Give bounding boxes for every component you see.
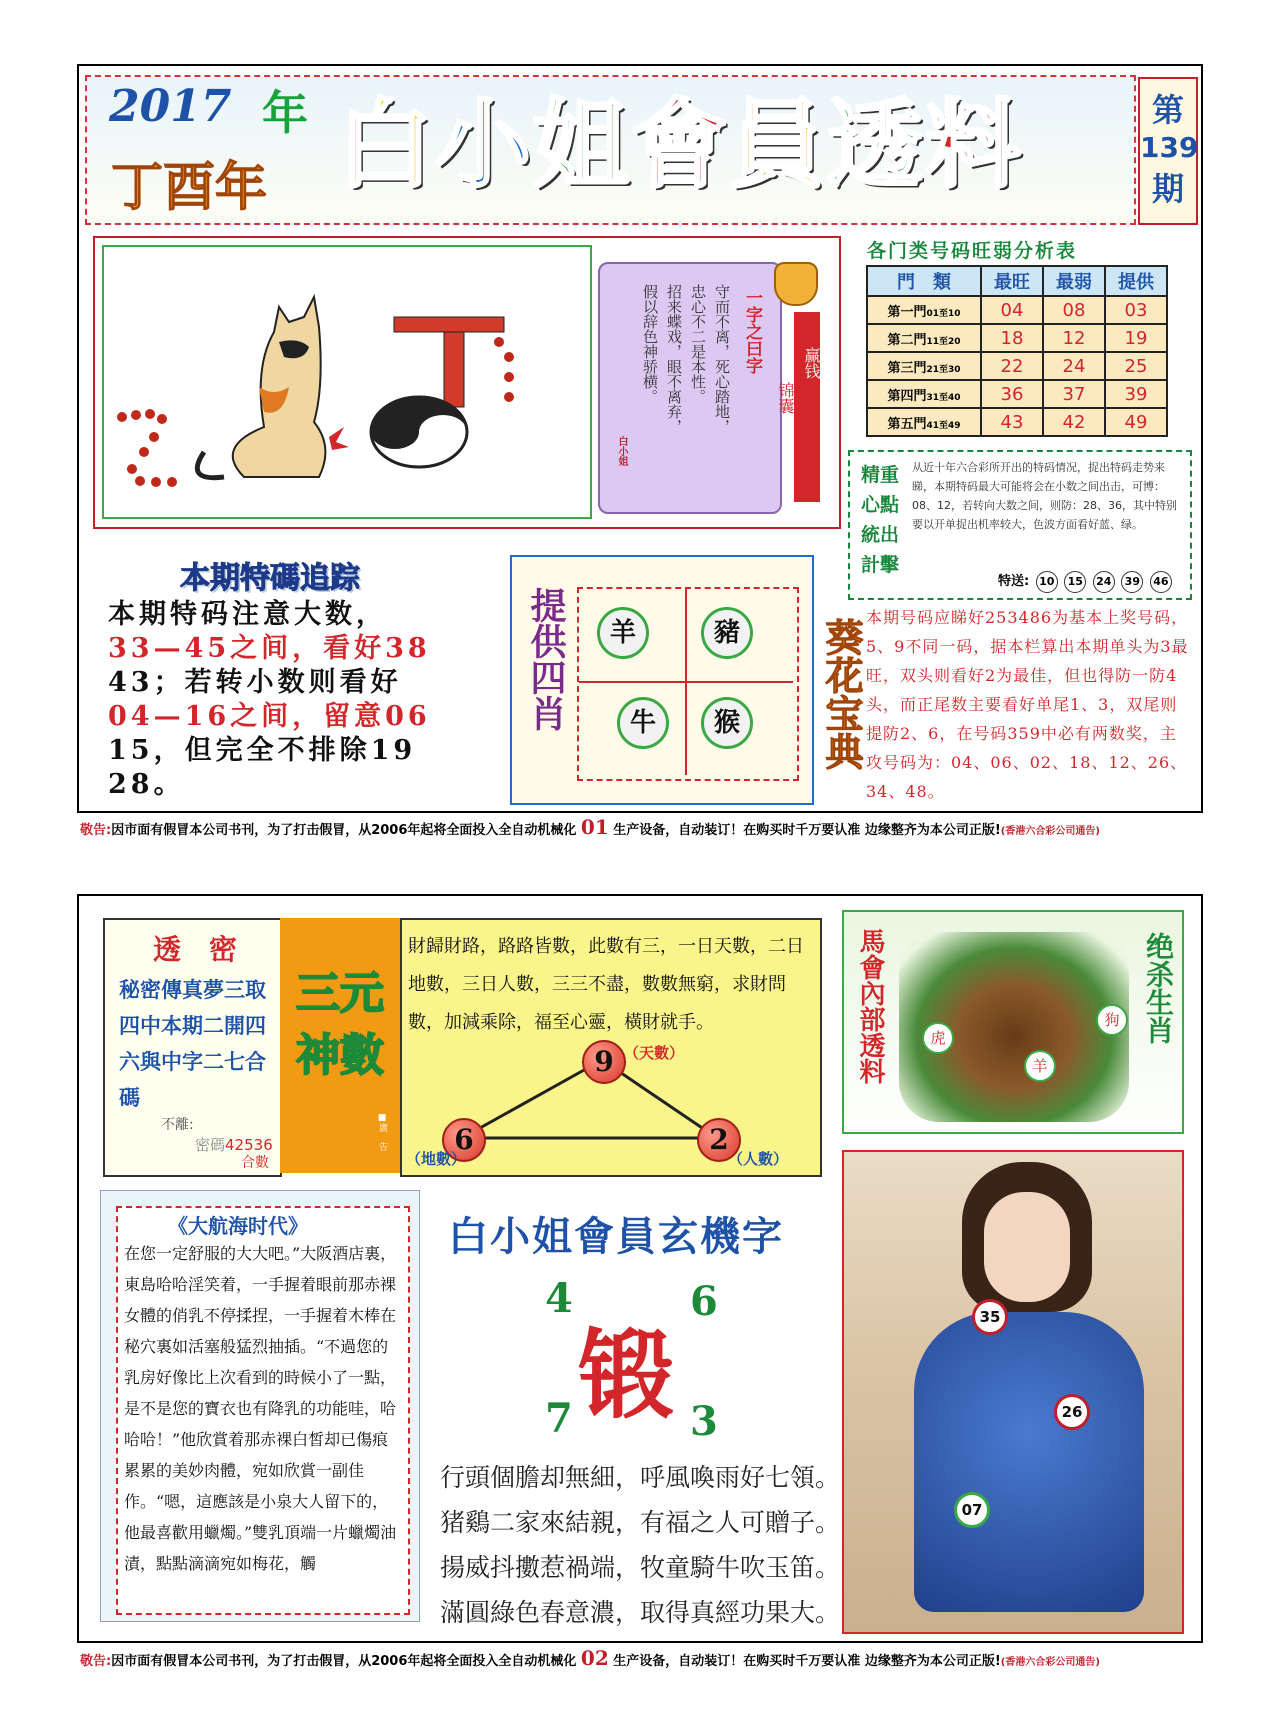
bag-label-1: 赢钱 — [802, 347, 821, 379]
animal-ox-icon: 牛 — [617, 697, 669, 749]
title-char-5: 員 — [729, 89, 825, 201]
di-number: 6 — [442, 1118, 486, 1162]
di-label: （地數） — [406, 1150, 467, 1168]
story-box — [100, 1190, 420, 1622]
cat-drawing-icon — [104, 247, 590, 517]
ganzhi: 丁酉年 — [111, 158, 268, 218]
title-char-4: 會 — [631, 89, 727, 201]
sanyuan-content — [400, 918, 822, 1177]
footer-notice-2: 敬告:因市面有假冒本公司书刊，为了打击假冒，从2006年起将全面投入全自动机械化 02 生产设备，自动装订！在购买时千万要认准 边缘整齐为本公司正版!(香港六合彩公司通告) — [80, 1646, 1100, 1670]
girl-photo — [842, 1150, 1184, 1634]
mystery-poem: 行頭個膽却無細，呼風喚雨好七領。 猪鷄二家來結親，有福之人可贈子。 揚威抖擻惹禍端，牧童騎牛吹玉笛。 滿圓綠色春意濃，取得真經功果大。 — [440, 1463, 841, 1627]
ren-label: （人數） — [728, 1150, 789, 1168]
analysis-table-title: 各门类号码旺弱分析表 — [867, 240, 1078, 262]
title-char-2: 小 — [435, 89, 531, 201]
header-banner — [85, 75, 1136, 225]
scroll-line-3: 招来蝶戏，眼不离弃， — [665, 284, 683, 434]
focus-box — [848, 450, 1192, 600]
scroll-line-1: 守而不离，死心踏地， — [713, 284, 731, 434]
mystery-num-br: 3 — [690, 1398, 718, 1445]
col-category: 門 類 — [867, 266, 981, 296]
horse-right-label: 绝杀生肖 — [1142, 932, 1175, 1044]
scroll-line-4: 假以辞色神骄横。 — [641, 284, 659, 404]
title-char-7: 料 — [925, 89, 1021, 201]
issue-box — [1138, 77, 1198, 225]
girl-ball-3: 07 — [954, 1492, 990, 1528]
bag-icon — [774, 262, 818, 306]
issue-suffix: 期 — [1151, 170, 1184, 208]
col-max: 最旺 — [981, 266, 1043, 296]
girl-dress — [914, 1312, 1144, 1612]
ren-number: 2 — [697, 1118, 741, 1162]
table-row: 第四門31至40 36 37 39 — [867, 380, 1167, 408]
sanyuan-panel — [280, 918, 400, 1173]
not-apart-label: 不離: — [161, 1117, 194, 1133]
secret-text: 秘密傳真夢三取四中本期二開四六與中字二七合碼 — [119, 977, 266, 1110]
girl-ball-1: 35 — [972, 1299, 1008, 1335]
story-text: 在您一定舒服的大大吧。”大阪酒店裏，東島哈哈淫笑着，一手握着眼前那赤裸女體的俏乳不停揉捏，一手握着木棒在秘穴裏如活塞般猛烈抽插。“不過您的乳房好像比上次看到的時候小了一點，是不是您的寶衣也有降乳的功能哇，哈哈哈！”他欣賞着那赤裸白皙却已傷痕累累的美妙肉體，宛如欣賞一副佳作。“嗯，這應該是小泉大人留下的，他最喜歡用蠟燭。”雙乳頂端一片蠟燭油漬，點點滴滴宛如梅花，觸 — [124, 1244, 397, 1573]
tian-number: 9 — [582, 1040, 626, 1084]
col-offer: 提供 — [1105, 266, 1167, 296]
animal-goat-icon: 羊 — [597, 607, 649, 659]
story-inner — [116, 1206, 410, 1615]
mystery-num-tr: 6 — [690, 1278, 718, 1325]
horse-box — [842, 910, 1184, 1134]
table-row: 第一門01至10 04 08 03 — [867, 296, 1167, 324]
sanyuan-title: 三元神數 — [296, 968, 384, 1081]
scroll-signature: 白小姐 — [616, 436, 627, 466]
issue-prefix: 第 — [1151, 91, 1184, 129]
mystery-title: 白小姐會員玄機字 — [448, 1214, 784, 1260]
secret-box — [103, 918, 282, 1177]
sanyuan-text: 財歸財路，路路皆數，此數有三，一日天數，二日地數，三日人數，三三不盡，數數無窮，求財問數，加減乘除，福至心靈，橫財就手。 — [408, 936, 804, 1033]
animals-grid — [577, 587, 799, 781]
tracking-text: 本期特码注意大数， 33—45之间，看好38 43；若转小数则看好 04—16之间，留意06 15，但完全不排除19 28。 — [108, 599, 431, 800]
scroll — [598, 262, 782, 514]
mystery-char: 锻 — [578, 1319, 674, 1432]
table-row: 第五門41至49 43 42 49 — [867, 408, 1167, 436]
secret-title: 透 密 — [153, 933, 238, 966]
horse-left-label: 馬會內部透料 — [855, 928, 885, 1084]
table-row: 第二門11至20 18 12 19 — [867, 324, 1167, 352]
analysis-table — [866, 265, 1168, 437]
four-animals-label: 提供四肖 — [525, 587, 566, 731]
year-suffix: 年 — [262, 86, 308, 140]
focus-text: 从近十年六合彩所开出的特码情况，捉出特码走势来睇，本期特码最大可能将会在小数之间出击，可博：08、12，若转向大数之间，则防：28、36，其中特别要以开单捉出机率较大，色波方面看好蓝、绿。 — [912, 461, 1177, 531]
special-numbers: 特送: 10 15 24 39 46 — [998, 570, 1172, 593]
mystery-num-bl: 7 — [545, 1395, 573, 1442]
bag-ribbon — [794, 312, 820, 502]
grid-divider-h — [579, 681, 793, 683]
scroll-heading: 一字之曰字 — [742, 289, 762, 374]
girl-ball-2: 26 — [1054, 1394, 1090, 1430]
animal-monkey-icon: 猴 — [701, 697, 753, 749]
footer-notice-1: 敬告:因市面有假冒本公司书刊，为了打击假冒，从2006年起将全面投入全自动机械化 01 生产设备，自动装订！在购买时千万要认准 边缘整齐为本公司正版!(香港六合彩公司通告) — [80, 815, 1100, 839]
mystery-num-tl: 4 — [545, 1275, 573, 1322]
sanyuan-small-mark: ■廣 告 — [377, 1113, 387, 1151]
badge-goat: 羊 — [1024, 1050, 1056, 1082]
col-min: 最弱 — [1043, 266, 1105, 296]
focus-side-labels: 精重 心點 統出 計擊 — [860, 464, 899, 576]
badge-tiger: 虎 — [922, 1022, 954, 1054]
four-animals-box — [510, 555, 814, 805]
badge-dog: 狗 — [1096, 1004, 1128, 1036]
scroll-line-2: 忠心不二是本性。 — [689, 284, 707, 404]
sunflower-text: 本期号码应睇好253486为基本上奖号码，5、9不同一码，据本栏算出本期单头为3最旺，双头则看好2为最佳，但也得防一防4头，而正尾数主要看好单尾1、3，双尾则提防2、6，在号码359中必有两数奖，主攻号码为：04、06、02、18、12、26、34、48。 — [866, 608, 1189, 801]
code-line: 密碼42536 — [195, 1136, 273, 1154]
title-char-1: 白 — [337, 89, 433, 201]
table-row: 第三門21至30 22 24 25 — [867, 352, 1167, 380]
year: 2017 — [109, 81, 232, 132]
title-char-3: 姐 — [533, 89, 629, 201]
tracking-title: 本期特碼追踪 — [180, 561, 360, 596]
issue-number: 139 — [1140, 131, 1199, 164]
animal-pig-icon: 豬 — [701, 607, 753, 659]
money-bag — [772, 262, 822, 502]
story-title: 《大航海时代》 — [168, 1214, 308, 1238]
bag-label-2: 锦囊 — [776, 382, 795, 414]
cat-illustration — [102, 245, 592, 519]
girl-face — [984, 1192, 1070, 1302]
tian-label: （天數） — [624, 1044, 685, 1062]
sum-label: 合數 — [241, 1155, 269, 1171]
sunflower-label: 葵花宝典 — [819, 618, 863, 770]
title-char-6: 透 — [827, 89, 923, 201]
